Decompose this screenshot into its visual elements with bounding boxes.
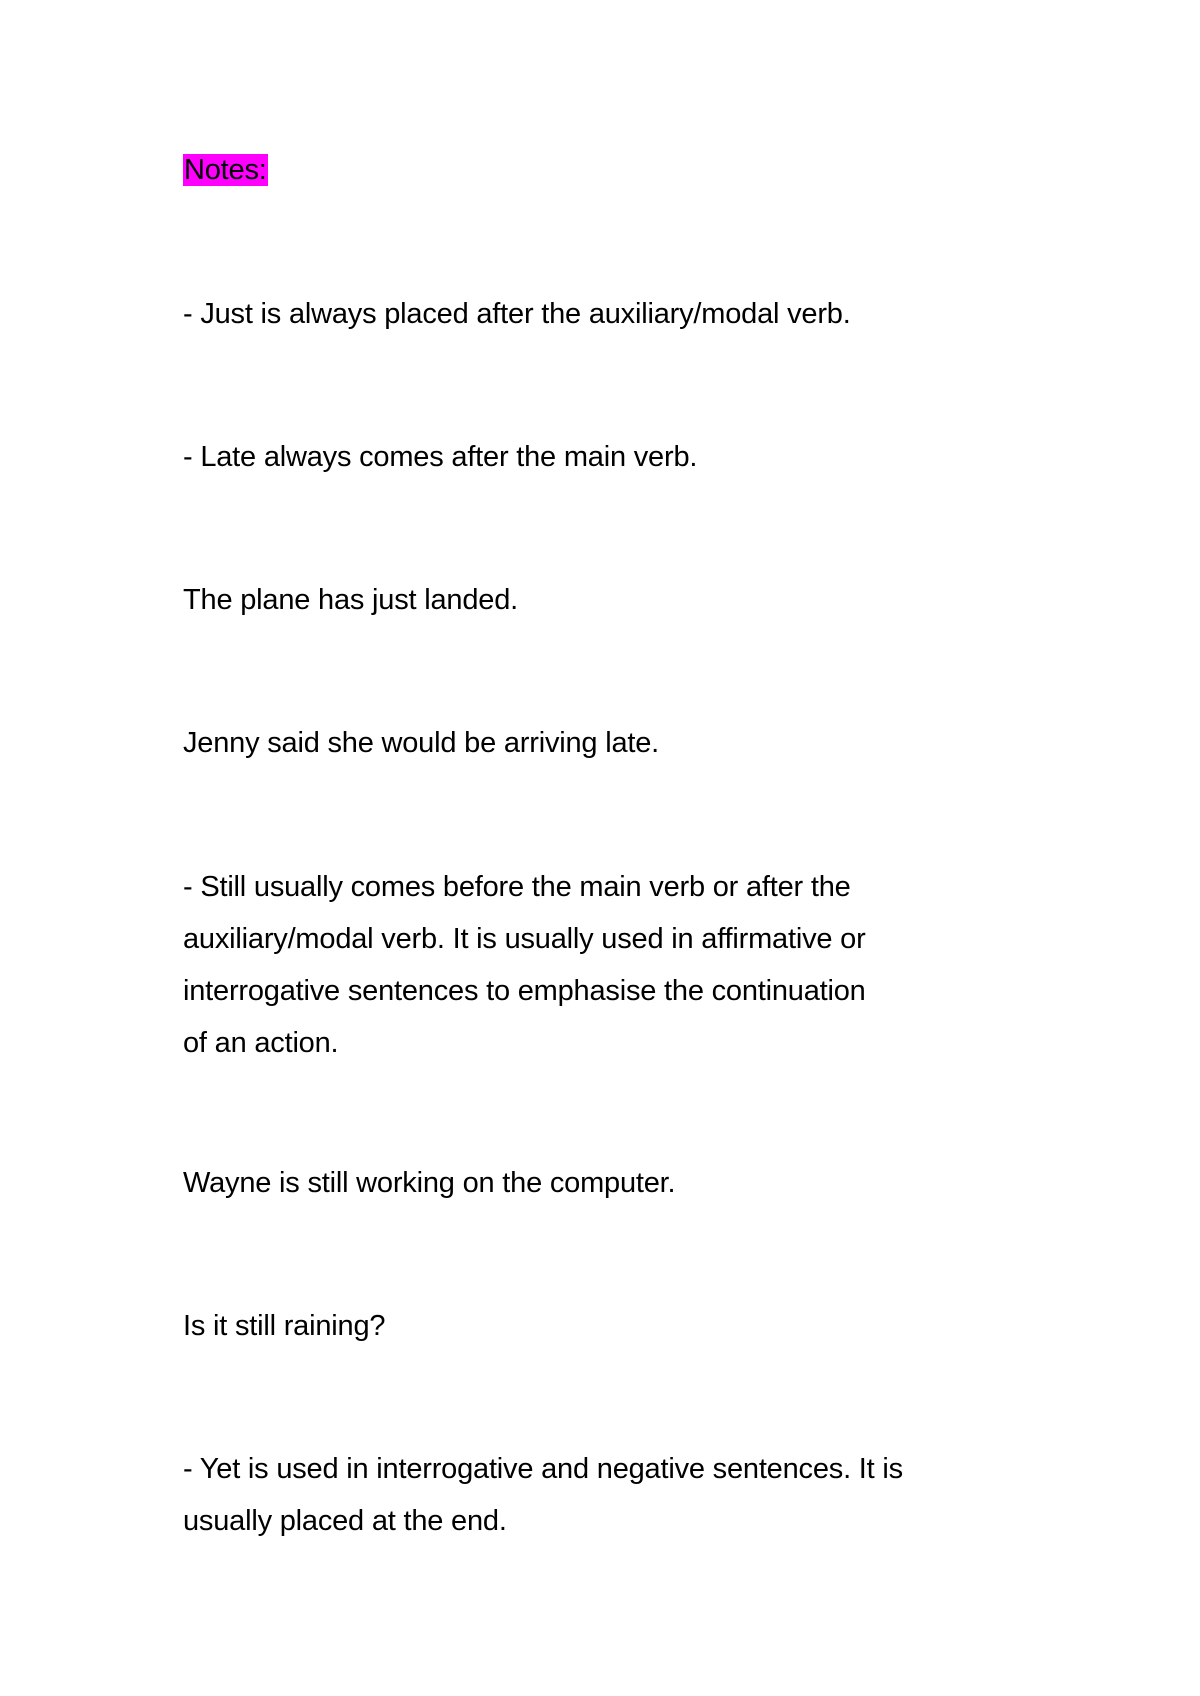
- note-still: [183, 861, 1043, 1069]
- note-yet-line: - Yet is used in interrogative and negative sentences. It is: [183, 1453, 903, 1485]
- note-just: [183, 288, 851, 340]
- example-jenny: [183, 717, 659, 769]
- example-wayne-text: Wayne is still working on the computer.: [183, 1167, 676, 1199]
- note-late: [183, 431, 697, 483]
- example-wayne: [183, 1157, 675, 1209]
- note-still-line: of an action.: [183, 1027, 339, 1059]
- note-still-line: interrogative sentences to emphasise the continuation: [183, 975, 866, 1007]
- note-just-text: - Just is always placed after the auxiliary/modal verb.: [183, 298, 851, 330]
- example-jenny-text: Jenny said she would be arriving late.: [183, 727, 660, 759]
- example-plane: [183, 574, 518, 626]
- notes-heading: [183, 144, 268, 196]
- note-late-text: - Late always comes after the main verb.: [183, 441, 698, 473]
- note-still-line: - Still usually comes before the main verb or after the: [183, 871, 851, 903]
- note-yet: [183, 1443, 1043, 1547]
- example-raining: [183, 1300, 385, 1352]
- note-still-line: auxiliary/modal verb. It is usually used in affirmative or: [183, 923, 866, 955]
- note-yet-line: usually placed at the end.: [183, 1505, 507, 1537]
- example-raining-text: Is it still raining?: [183, 1310, 386, 1342]
- notes-heading-text: Notes:: [184, 154, 267, 186]
- example-plane-text: The plane has just landed.: [183, 584, 518, 616]
